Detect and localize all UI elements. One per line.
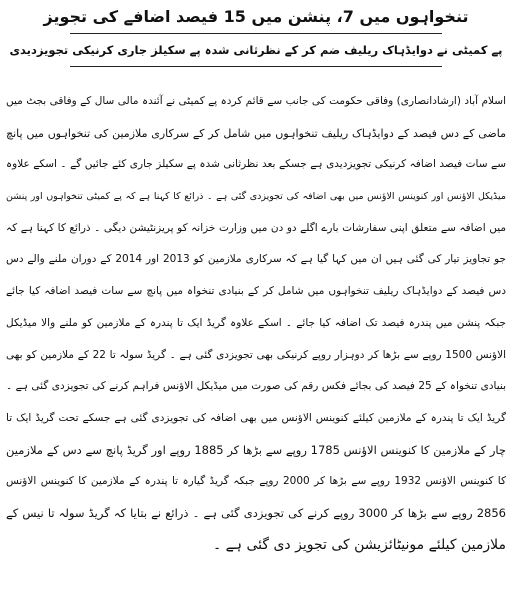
body-line: الاؤنس 1500 روپے سے بڑھا کر دوہزار روپے کرنیکی بھی تجویزدی گئی ہے ۔ گریڈ سولہ تا 22 کے ملازمین کو بھی — [6, 348, 506, 361]
subheadline: پے کمیٹی نے دوایڈہاک ریلیف ضم کر کے نظرثانی شدہ پے سکیلز جاری کرنیکی تجویزدیدی — [9, 43, 503, 57]
body-line: 2856 روپے سے بڑھا کر 3000 روپے کرنے کی تجویزدی گئی ہے ۔ ذرائع نے بتایا کہ گریڈ سولہ تا نیس کے — [6, 505, 506, 520]
headline-divider — [70, 33, 442, 34]
body-line: میں اضافہ سے متعلق اپنی سفارشات بارے اگلے دو دن میں وزارت خزانہ کو پریزنٹیشن دیگی ۔ ذرائع کا کہنا ہے کہ — [6, 221, 506, 234]
body-line: بنیادی تنخواہ کے 25 فیصد کی بجائے فکس رقم کی صورت میں میڈیکل الاؤنس فراہم کرنے کی تجویزدی گئی ہے ۔ — [6, 380, 506, 393]
body-line: اسلام آباد (ارشادانصاری) وفاقی حکومت کی جانب سے قائم کردہ پے کمیٹی نے آئندہ مالی سال کے وفاقی بجٹ میں — [6, 95, 506, 107]
body-line: سے سات فیصد اضافہ کرنیکی تجویزدیدی ہے جسکے بعد نظرثانی شدہ پے سکیلز جاری کئے جائیں گے ۔ اسکے علاوہ — [6, 158, 506, 171]
body-line: چار کے ملازمین کا کنوینس الاؤنس 1785 روپے سے بڑھا کر 1885 روپے اور گریڈ پانچ سے دس کے ملازمین — [6, 442, 506, 457]
body-line: گریڈ ایک تا پندرہ کے ملازمین کیلئے کنوینس الاؤنس میں بھی اضافہ کی تجویزدی گئی ہے جسکے تحت گریڈ ایک تا — [6, 411, 506, 424]
body-line: میڈیکل الاؤنس اور کنوینس الاؤنس میں بھی اضافہ کی تجویزدی گئی ہے ۔ ذرائع کا کہنا ہے کہ پے کمیٹی تنخواہوں اور پنشن — [6, 191, 506, 203]
subheadline-divider — [70, 66, 442, 67]
body-line: جبکہ پنشن میں پندرہ فیصد تک اضافہ کیا جائے ۔ اسکے علاوہ گریڈ ایک تا پندرہ کے ملازمین کو ملنے والا میڈیکل — [6, 316, 506, 329]
body-line: ماضی کے دس فیصد کے دوایڈہاک ریلیف تنخواہوں میں شامل کر کے سرکاری ملازمین کی تنخواہوں میں پانچ — [6, 126, 506, 140]
headline: تنخواہوں میں 7، پنشن میں 15 فیصد اضافے کی تجویز — [43, 7, 469, 26]
body-line: ملازمین کیلئے مونیٹائزیشن کی تجویز دی گئی ہے ۔ — [212, 536, 506, 553]
body-line: دس فیصد کے دوایڈہاک ریلیف تنخواہوں میں شامل کر کے بنیادی تنخواہ میں پانچ سے سات فیصد اضافہ کیا جائے — [6, 285, 506, 298]
article-body — [6, 86, 506, 561]
body-line: کا کنوینس الاؤنس 1932 روپے سے بڑھا کر 2000 روپے جبکہ گریڈ گیارہ تا پندرہ کے ملازمین کا کنوینس الاؤنس — [6, 475, 506, 488]
body-line: جو تجاویز تیار کی گئی ہیں ان میں کہا گیا ہے کہ سرکاری ملازمین کو 2013 اور 2014 کے دوران ملنے والے دس — [6, 253, 506, 266]
